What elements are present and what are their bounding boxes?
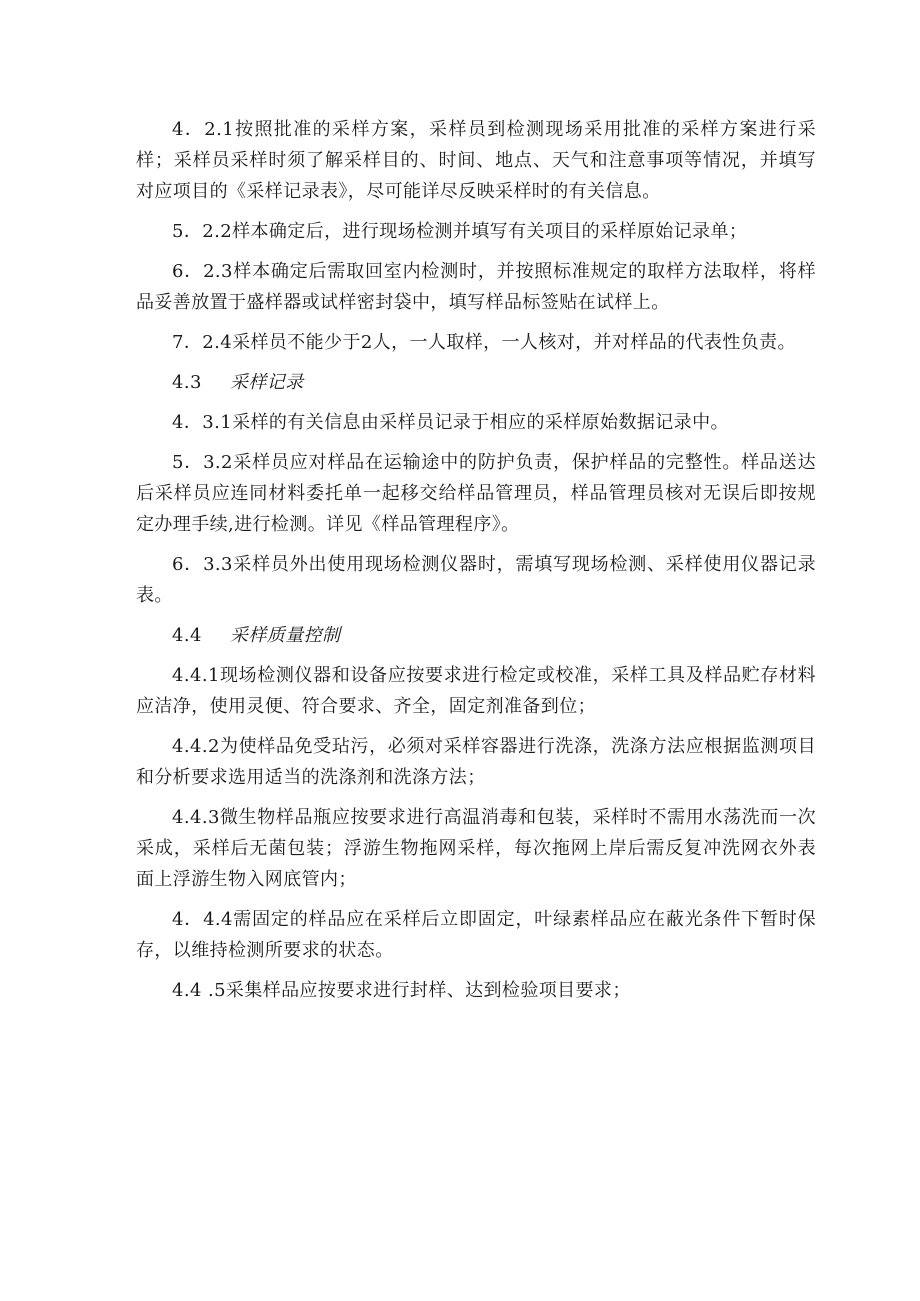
section-heading-4-4 [136, 620, 816, 651]
paragraph-4-2-1: 4．2.1按照批准的采样方案，采样员到检测现场采用批准的采样方案进行采样；采样员采样时须了解采样目的、时间、地点、天气和注意事项等情况，并填写对应项目的《采样记录表》，尽可能详尽反映采样时的有关信息。 [136, 119, 816, 202]
paragraph-4-2-4: 7．2.4采样员不能少于2人，一人取样，一人核对，并对样品的代表性负责。 [172, 332, 796, 353]
section-number: 4.4 [172, 625, 202, 646]
paragraph-4-2-3: 6．2.3样本确定后需取回室内检测时，并按照标准规定的取样方法取样，将样品妥善放置于盛样器或试样密封袋中，填写样品标签贴在试样上。 [136, 261, 816, 313]
paragraph-4-3-2: 5．3.2采样员应对样品在运输途中的防护负责，保护样品的完整性。样品送达后采样员应连同材料委托单一起移交给样品管理员，样品管理员核对无误后即按规定办理手续,进行检测。详见《样品管理程序》。 [136, 452, 816, 535]
paragraph-4-4-4: 4．4.4需固定的样品应在采样后立即固定，叶绿素样品应在蔽光条件下暂时保存，以维持检测所要求的状态。 [136, 909, 816, 961]
section-number: 4.3 [172, 372, 202, 393]
section-title: 采样质量控制 [230, 625, 341, 646]
section-title: 采样记录 [230, 372, 304, 393]
document-body [136, 114, 816, 1015]
section-heading-4-3 [136, 367, 816, 398]
paragraph-4-4-5: 4.4 .5采集样品应按要求进行封样、达到检验项目要求； [172, 980, 631, 1001]
paragraph-4-2-2: 5．2.2样本确定后，进行现场检测并填写有关项目的采样原始记录单； [172, 221, 748, 242]
paragraph-4-4-3: 4.4.3微生物样品瓶应按要求进行高温消毒和包装，采样时不需用水荡洗而一次采成，采样后无菌包装；浮游生物拖网采样，每次拖网上岸后需反复冲洗网衣外表面上浮游生物入网底管内； [136, 807, 816, 890]
paragraph-4-4-1: 4.4.1现场检测仪器和设备应按要求进行检定或校准，采样工具及样品贮存材料应洁净，使用灵便、符合要求、齐全，固定剂准备到位； [136, 665, 816, 717]
paragraph-4-3-3: 6．3.3采样员外出使用现场检测仪器时，需填写现场检测、采样使用仪器记录表。 [136, 554, 816, 606]
paragraph-4-4-2: 4.4.2为使样品免受玷污，必须对采样容器进行洗涤，洗涤方法应根据监测项目和分析要求选用适当的洗涤剂和洗涤方法； [136, 736, 816, 788]
paragraph-4-3-1: 4．3.1采样的有关信息由采样员记录于相应的采样原始数据记录中。 [172, 412, 729, 433]
